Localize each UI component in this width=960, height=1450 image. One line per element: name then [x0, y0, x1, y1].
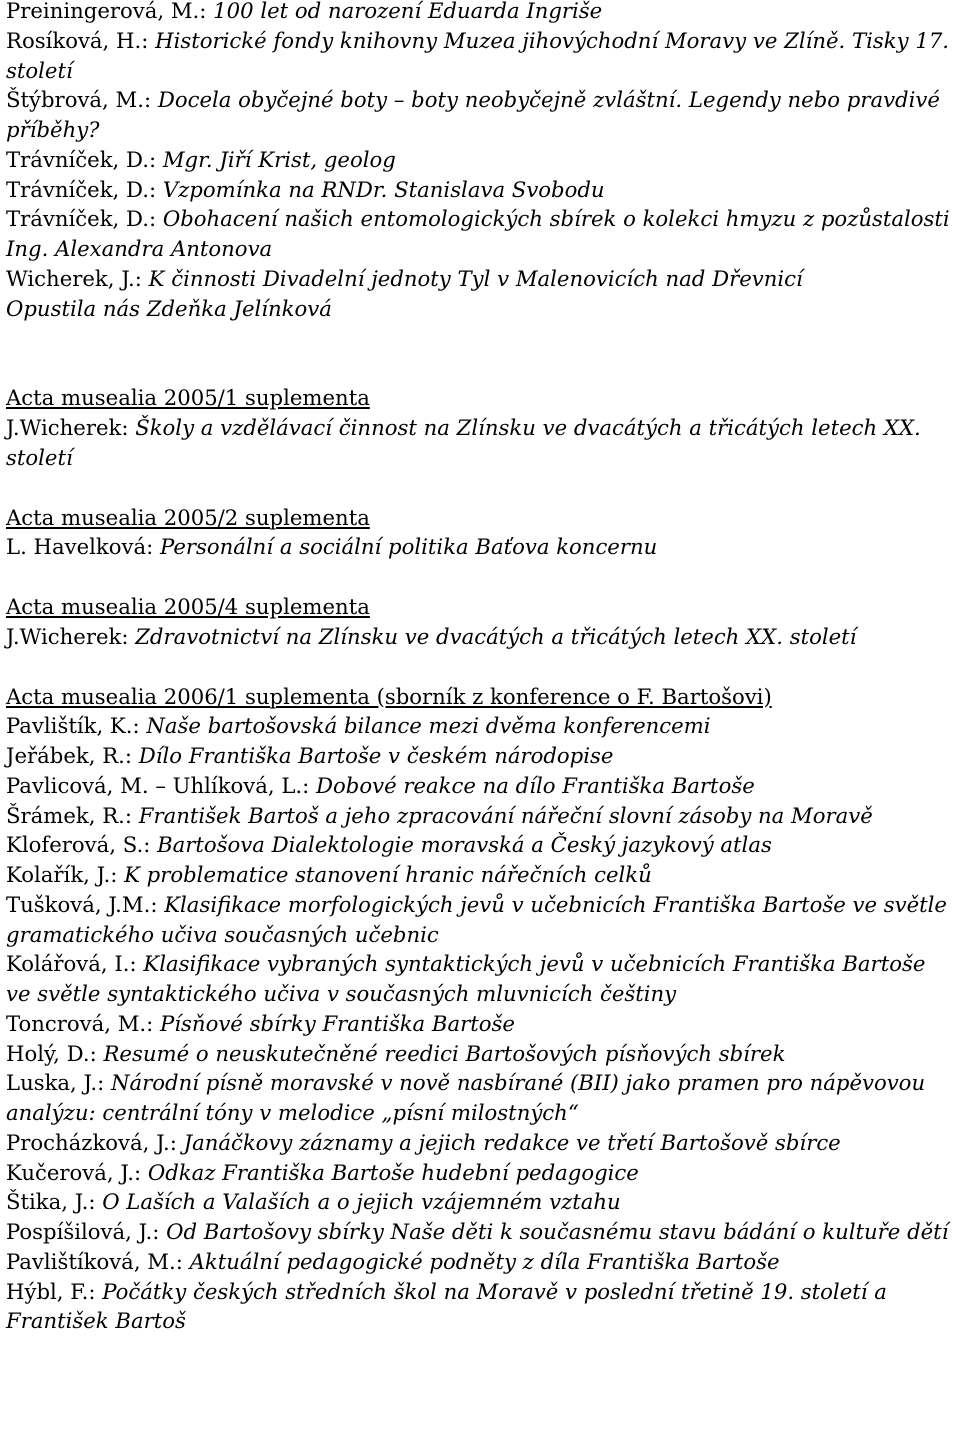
entry-title: Písňové sbírky Františka Bartoše: [160, 1010, 515, 1036]
entry-title: Odkaz Františka Bartoše hudební pedagogice: [147, 1159, 639, 1185]
bibliography-entry: [6, 1039, 956, 1069]
entry-author: Štýbrová, M.:: [6, 87, 158, 113]
entry-author: Trávníček, D.:: [6, 206, 163, 232]
bibliography-entry: [6, 0, 956, 26]
entry-title: Zdravotnictví na Zlínsku ve dvacátých a třicátých letech XX. století: [135, 623, 857, 649]
entry-title: Národní písně moravské v nově nasbírané (BII) jako pramen pro nápěvovou analýzu: centrální tóny v melodice „písní milostných“: [6, 1070, 926, 1125]
entry-author: Štika, J.:: [6, 1189, 103, 1215]
bibliography-entry: [6, 949, 956, 1009]
bibliography-entry: [6, 771, 956, 801]
bibliography-entry: [6, 1217, 956, 1247]
bibliography-entry: [6, 1009, 956, 1039]
entry-author: Toncrová, M.:: [6, 1010, 161, 1036]
bibliography-entry: [6, 1277, 956, 1337]
entry-author: L. Havelková:: [6, 534, 161, 560]
section-spacer: [6, 562, 956, 592]
entry-author: Šrámek, R.:: [6, 802, 139, 828]
section-spacer: [6, 652, 956, 682]
entry-author: Wicherek, J.:: [6, 265, 149, 291]
bibliography-entry: [6, 264, 956, 294]
entry-title: Vzpomínka na RNDr. Stanislava Svobodu: [162, 176, 605, 202]
entry-title: Resumé o neuskutečněné reedici Bartošových písňových sbírek: [103, 1040, 786, 1066]
entry-author: Kolařík, J.:: [6, 862, 125, 887]
entry-title: K činnosti Divadelní jednoty Tyl v Malenovicích nad Dřevnicí: [148, 265, 803, 291]
section-heading: Acta musealia 2006/1 suplementa (sborník z konference o F. Bartošovi): [6, 683, 772, 709]
bibliography-entry: [6, 1158, 956, 1188]
entry-author: Holý, D.:: [6, 1040, 104, 1066]
bibliography-entry: [6, 26, 956, 86]
bibliography-entry: [6, 801, 956, 831]
entry-title: Mgr. Jiří Krist, geolog: [162, 146, 396, 172]
entry-title: Klasifikace morfologických jevů v učebnicích Františka Bartoše ve světle gramatického učiva současných učebnic: [6, 891, 947, 947]
entry-author: Tušková, J.M.:: [6, 891, 165, 917]
entry-title: Školy a vzdělávací činnost na Zlínsku ve dvacátých a třicátých letech XX. století: [6, 415, 921, 470]
entry-author: Kučerová, J.:: [6, 1159, 148, 1185]
section-spacer: [6, 323, 956, 383]
section-heading: Acta musealia 2005/2 suplementa: [6, 504, 370, 530]
bibliography-entry: [6, 145, 956, 175]
section-2005-4: [6, 592, 956, 652]
entry-author: Pavlištíková, M.:: [6, 1248, 190, 1274]
bibliography-entry: [6, 175, 956, 205]
entry-title: Naše bartošovská bilance mezi dvěma konferencemi: [146, 713, 711, 739]
bibliography-entry: [6, 890, 956, 950]
bibliography-entry: [6, 413, 956, 473]
entry-title: František Bartoš a jeho zpracování nářeční slovní zásoby na Moravě: [138, 802, 873, 828]
section-heading: Acta musealia 2005/1 suplementa: [6, 385, 370, 411]
entry-author: Pavlištík, K.:: [6, 713, 147, 739]
entry-title: Aktuální pedagogické podněty z díla Františka Bartoše: [189, 1248, 780, 1274]
entry-author: J.Wicherek:: [6, 415, 136, 440]
bibliography-entry: [6, 622, 956, 652]
section-2006-1: [6, 682, 956, 1337]
entry-title: Klasifikace vybraných syntaktických jevů v učebnicích Františka Bartoše ve světle syntaktického učiva v současných mluvnicích češtiny: [6, 951, 926, 1006]
bibliography-entry: [6, 1068, 956, 1128]
bibliography-entry: [6, 1128, 956, 1158]
entry-title: Obohacení našich entomologických sbírek o kolekci hmyzu z pozůstalosti Ing. Alexandra Antonova: [6, 206, 950, 261]
entry-author: Trávníček, D.:: [6, 176, 163, 202]
bibliography-entry: [6, 711, 956, 741]
entry-author: Kolářová, I.:: [6, 951, 144, 977]
entry-title: O Laších a Valaších a o jejich vzájemném vztahu: [102, 1189, 621, 1215]
entry-author: Kloferová, S.:: [6, 832, 158, 858]
section-heading: Acta musealia 2005/4 suplementa: [6, 594, 370, 619]
entry-title: Janáčkovy záznamy a jejich redakce ve třetí Bartošově sbírce: [183, 1129, 841, 1155]
entry-title: Bartošova Dialektologie moravská a Český jazykový atlas: [157, 832, 772, 858]
entry-author: Preiningerová, M.:: [6, 0, 214, 23]
entry-title: Dílo Františka Bartoše v českém národopise: [138, 743, 614, 768]
entry-author: J.Wicherek:: [6, 623, 136, 649]
document-page: [6, 0, 956, 1336]
entry-author: Procházková, J.:: [6, 1129, 184, 1155]
entry-author: Pospíšilová, J.:: [6, 1219, 167, 1244]
entry-author: Rosíková, H.:: [6, 27, 156, 53]
entry-author: Trávníček, D.:: [6, 146, 163, 172]
continued-entries: [6, 0, 956, 323]
bibliography-entry: [6, 294, 956, 324]
section-2005-2: [6, 503, 956, 563]
entry-title: Docela obyčejné boty – boty neobyčejně zvláštní. Legendy nebo pravdivé příběhy?: [6, 87, 940, 142]
entry-author: Hýbl, F.:: [6, 1278, 103, 1304]
section-spacer: [6, 473, 956, 503]
entry-author: Pavlicová, M. – Uhlíková, L.:: [6, 772, 317, 798]
entry-title: Opustila nás Zdeňka Jelínková: [6, 295, 332, 321]
bibliography-entry: [6, 1187, 956, 1217]
entry-title: 100 let od narození Eduarda Ingriše: [213, 0, 603, 23]
section-2005-1: [6, 383, 956, 472]
entry-title: Počátky českých středních škol na Moravě v poslední třetině 19. století a František Bartoš: [6, 1278, 887, 1334]
entry-title: Dobové reakce na dílo Františka Bartoše: [316, 772, 755, 798]
bibliography-entry: [6, 741, 956, 771]
bibliography-entry: [6, 1247, 956, 1277]
entry-author: Jeřábek, R.:: [6, 743, 139, 768]
bibliography-entry: [6, 830, 956, 860]
bibliography-entry: [6, 85, 956, 145]
entry-author: Luska, J.:: [6, 1070, 111, 1096]
bibliography-entry: [6, 204, 956, 264]
bibliography-entry: [6, 860, 956, 890]
entry-title: K problematice stanovení hranic nářečních celků: [124, 862, 652, 887]
bibliography-entry: [6, 532, 956, 562]
entry-title: Personální a sociální politika Baťova koncernu: [160, 534, 658, 560]
entry-title: Od Bartošovy sbírky Naše děti k současnému stavu bádání o kultuře dětí: [166, 1219, 949, 1244]
entry-title: Historické fondy knihovny Muzea jihovýchodní Moravy ve Zlíně. Tisky 17. století: [6, 27, 950, 83]
